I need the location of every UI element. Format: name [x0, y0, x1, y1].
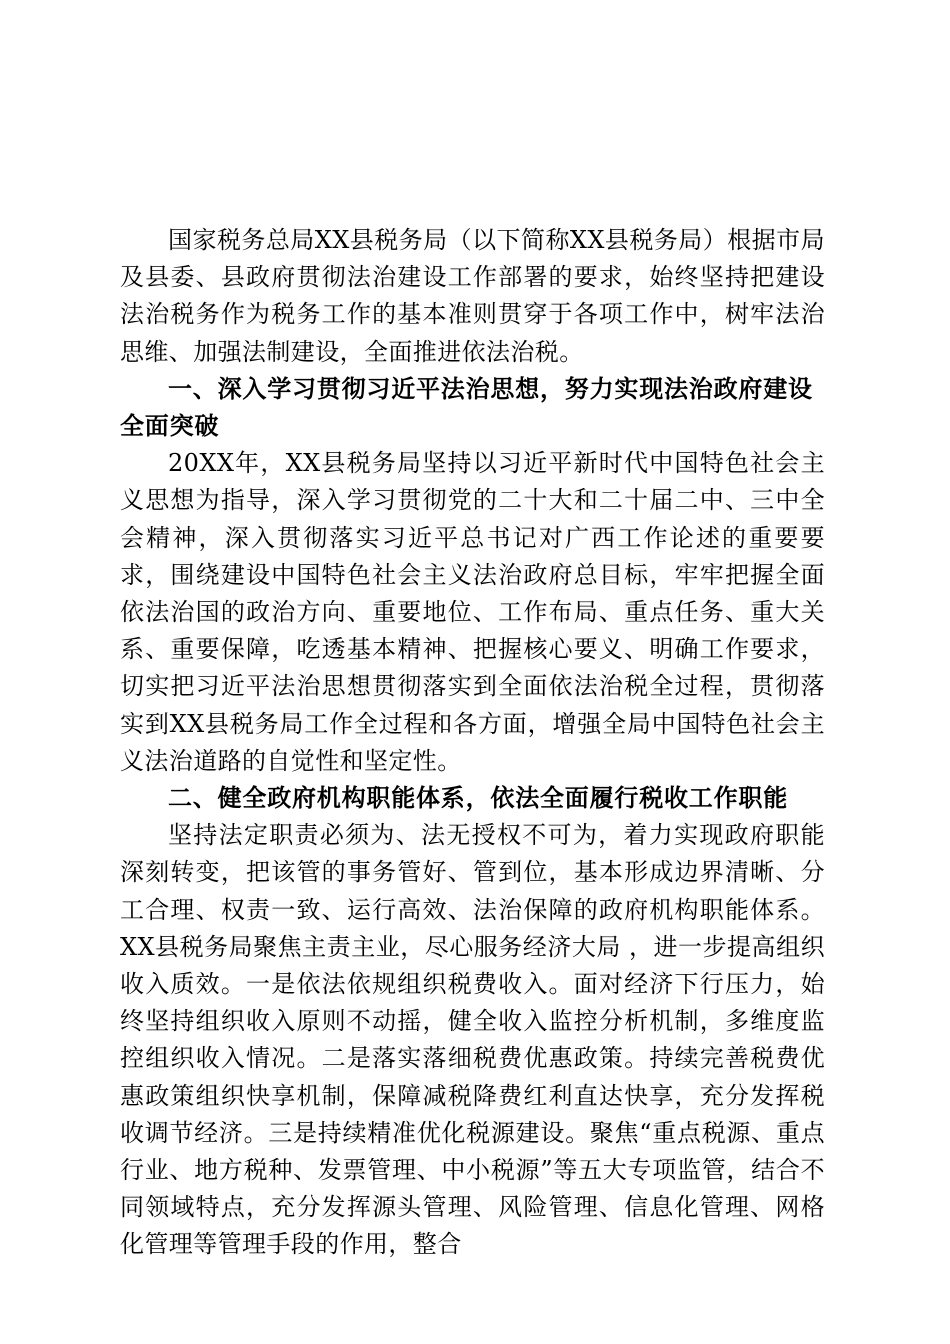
- section-2-body: 坚持法定职责必须为、法无授权不可为，着力实现政府职能深刻转变，把该管的事务管好、管到位，基本形成边界清晰、分工合理、权责一致、运行高效、法治保障的政府机构职能体系。XX县税务局聚焦主责主业，尽心服务经济大局 ，进一步提高组织收入质效。一是依法依规组织税费收入。面对经济下行压力，始终坚持组织收入原则不动摇，健全收入监控分析机制，多维度监控组织收入情况。二是落实落细税费优惠政策。持续完善税费优惠政策组织快享机制，保障减税降费红利直达快享，充分发挥税收调节经济。三是持续精准优化税源建设。聚焦“重点税源、重点行业、地方税种、发票管理、中小税源”等五大专项监管，结合不同领域特点，充分发挥源头管理、风险管理、信息化管理、网格化管理等管理手段的作用，整合: [120, 821, 825, 1259]
- section-1-heading: 一、深入学习贯彻习近平法治思想，努力实现法治政府建设全面突破: [120, 374, 813, 441]
- intro-paragraph: 国家税务总局XX县税务局（以下简称XX县税务局）根据市局及县委、县政府贯彻法治建设工作部署的要求，始终坚持把建设法治税务作为税务工作的基本准则贯穿于各项工作中，树牢法治思维、加强法制建设，全面推进依法治税。: [120, 226, 825, 366]
- section-2-heading: 二、健全政府机构职能体系，依法全面履行税收工作职能: [168, 784, 788, 813]
- document-page: [120, 222, 825, 1264]
- section-1-body: 20XX年，XX县税务局坚持以习近平新时代中国特色社会主义思想为指导，深入学习贯彻党的二十大和二十届二中、三中全会精神，深入贯彻落实习近平总书记对广西工作论述的重要要求，围绕建设中国特色社会主义法治政府总目标，牢牢把握全面依法治国的政治方向、重要地位、工作布局、重点任务、重大关系、重要保障，吃透基本精神、把握核心要义、明确工作要求，切实把习近平法治思想贯彻落实到全面依法治税全过程，贯彻落实到XX县税务局工作全过程和各方面，增强全局中国特色社会主义法治道路的自觉性和坚定性。: [120, 449, 825, 775]
